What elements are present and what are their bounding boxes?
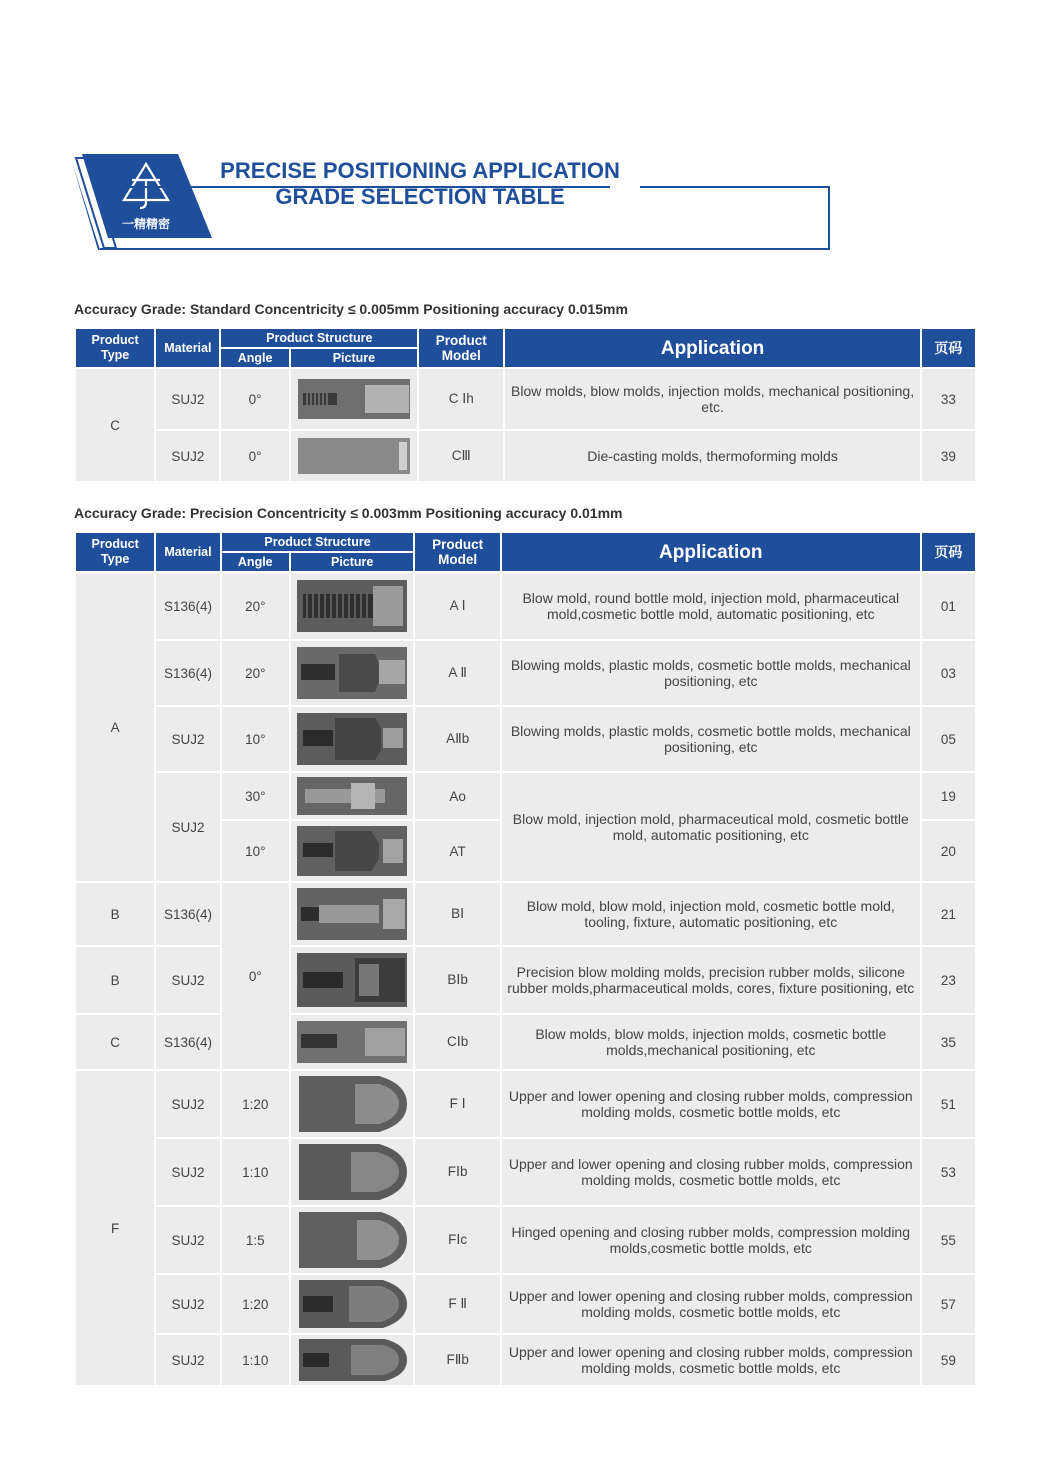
page-number: 57: [922, 1275, 975, 1333]
table-row: [76, 1139, 975, 1205]
product-type: C: [76, 369, 154, 481]
material: SUJ2: [156, 707, 219, 771]
col-picture: Picture: [291, 349, 417, 367]
col-page: 页码: [922, 533, 975, 571]
angle: 10°: [222, 821, 289, 881]
material: SUJ2: [156, 947, 219, 1013]
page-number: 33: [922, 369, 975, 429]
material: SUJ2: [156, 431, 219, 481]
material: SUJ2: [156, 773, 219, 881]
application: Blow mold, blow mold, injection mold, cosmetic bottle mold, tooling, fixture, automatic positioning, etc: [502, 883, 920, 945]
product-model: FⅠc: [415, 1207, 499, 1273]
col-angle: Angle: [221, 349, 288, 367]
material: S136(4): [156, 1015, 219, 1069]
product-type: C: [76, 1015, 154, 1069]
picture: [291, 1335, 414, 1385]
part-picture: [295, 1018, 409, 1066]
table-row: [76, 1275, 975, 1333]
angle: 0°: [221, 369, 288, 429]
page-number: 35: [922, 1015, 975, 1069]
col-application: Application: [502, 533, 920, 571]
precision-grade-table: [74, 531, 977, 1387]
table-row: [76, 1015, 975, 1069]
page-number: 20: [922, 821, 975, 881]
product-type: A: [76, 573, 154, 881]
angle: 1:20: [222, 1071, 289, 1137]
picture: [291, 641, 414, 705]
product-model: C Ⅰh: [419, 369, 503, 429]
angle: 30°: [222, 773, 289, 819]
part-picture: [295, 1278, 409, 1330]
application: Precision blow molding molds, precision rubber molds, silicone rubber molds,pharmaceutical molds, cores, fixture positioning, etc: [502, 947, 920, 1013]
page-number: 05: [922, 707, 975, 771]
application: Blow molds, blow molds, injection molds, cosmetic bottle molds,mechanical positioning, etc: [502, 1015, 920, 1069]
page-title: PRECISE POSITIONING APPLICATION GRADE SELECTION TABLE: [220, 158, 620, 209]
product-model: AⅡb: [415, 707, 499, 771]
section1-caption: Accuracy Grade: Standard Concentricity ≤ 0.005mm Positioning accuracy 0.015mm: [74, 301, 628, 317]
table-row: [76, 641, 975, 705]
page-number: 59: [922, 1335, 975, 1385]
angle: 1:20: [222, 1275, 289, 1333]
picture: [291, 369, 417, 429]
standard-grade-table: [74, 327, 977, 483]
col-product-structure: Product Structure: [221, 329, 417, 347]
page-number: 39: [922, 431, 975, 481]
col-angle: Angle: [222, 553, 289, 571]
col-picture: Picture: [291, 553, 414, 571]
table-row: [76, 573, 975, 639]
angle: 1:10: [222, 1335, 289, 1385]
col-product-type: Product Type: [76, 533, 154, 571]
part-picture: [295, 710, 409, 768]
picture: [291, 707, 414, 771]
picture: [291, 1015, 414, 1069]
col-product-structure: Product Structure: [222, 533, 414, 551]
col-product-type: Product Type: [76, 329, 154, 367]
application: Die-casting molds, thermoforming molds: [505, 431, 919, 481]
page-number: 23: [922, 947, 975, 1013]
picture: [291, 1207, 414, 1273]
page-number: 21: [922, 883, 975, 945]
material: SUJ2: [156, 1071, 219, 1137]
col-page: 页码: [922, 329, 975, 367]
table-row: [76, 947, 975, 1013]
application: Upper and lower opening and closing rubber molds, compression molding molds, cosmetic bottle molds, etc: [502, 1071, 920, 1137]
part-picture: [295, 434, 413, 478]
product-type: B: [76, 883, 154, 945]
table-row: [76, 1207, 975, 1273]
part-picture: [295, 823, 409, 879]
col-application: Application: [505, 329, 919, 367]
material: SUJ2: [156, 1139, 219, 1205]
product-model: FⅠb: [415, 1139, 499, 1205]
material: SUJ2: [156, 1207, 219, 1273]
part-picture: [295, 775, 409, 817]
page-number: 51: [922, 1071, 975, 1137]
part-picture: [295, 373, 413, 425]
col-product-model: Product Model: [415, 533, 499, 571]
application: Upper and lower opening and closing rubber molds, compression molding molds, cosmetic bottle molds, etc: [502, 1139, 920, 1205]
picture: [291, 573, 414, 639]
product-model: FⅡb: [415, 1335, 499, 1385]
part-picture: [295, 1074, 409, 1134]
material: SUJ2: [156, 1275, 219, 1333]
application: Blow mold, injection mold, pharmaceutical mold, cosmetic bottle mold, automatic positioning, etc: [502, 773, 920, 881]
product-model: F Ⅰ: [415, 1071, 499, 1137]
angle: 0°: [221, 431, 288, 481]
table-row: [76, 773, 975, 819]
angle: 0°: [222, 883, 289, 1069]
material: S136(4): [156, 573, 219, 639]
part-picture: [295, 885, 409, 943]
picture: [291, 431, 417, 481]
product-model: A Ⅰ: [415, 573, 499, 639]
application: Blow molds, blow molds, injection molds, mechanical positioning, etc.: [505, 369, 919, 429]
angle: 10°: [222, 707, 289, 771]
logo-text: 一精精密: [121, 217, 171, 231]
table-row: [76, 369, 975, 429]
picture: [291, 1275, 414, 1333]
product-type: B: [76, 947, 154, 1013]
product-model: CⅠb: [415, 1015, 499, 1069]
col-material: Material: [156, 533, 219, 571]
table-row: [76, 431, 975, 481]
angle: 1:5: [222, 1207, 289, 1273]
section2-caption: Accuracy Grade: Precision Concentricity ≤ 0.003mm Positioning accuracy 0.01mm: [74, 505, 623, 521]
application: Upper and lower opening and closing rubber molds, compression molding molds, cosmetic bottle molds, etc: [502, 1275, 920, 1333]
application: Blow mold, round bottle mold, injection mold, pharmaceutical mold,cosmetic bottle mold, automatic positioning, etc: [502, 573, 920, 639]
part-picture: [295, 1337, 409, 1383]
table-row: [76, 883, 975, 945]
application: Upper and lower opening and closing rubber molds, compression molding molds, cosmetic bottle molds, etc: [502, 1335, 920, 1385]
part-picture: [295, 1210, 409, 1270]
product-model: Ao: [415, 773, 499, 819]
picture: [291, 883, 414, 945]
part-picture: [295, 644, 409, 702]
part-picture: [295, 950, 409, 1010]
product-type: F: [76, 1071, 154, 1385]
picture: [291, 947, 414, 1013]
picture: [291, 1139, 414, 1205]
table-row: [76, 1071, 975, 1137]
material: SUJ2: [156, 1335, 219, 1385]
page-number: 03: [922, 641, 975, 705]
picture: [291, 1071, 414, 1137]
picture: [291, 821, 414, 881]
page-number: 53: [922, 1139, 975, 1205]
application: Hinged opening and closing rubber molds, compression molding molds,cosmetic bottle molds, etc: [502, 1207, 920, 1273]
col-product-model: Product Model: [419, 329, 503, 367]
table-row: [76, 707, 975, 771]
material: S136(4): [156, 641, 219, 705]
product-model: BⅠb: [415, 947, 499, 1013]
material: SUJ2: [156, 369, 219, 429]
picture: [291, 773, 414, 819]
col-material: Material: [156, 329, 219, 367]
product-model: BⅠ: [415, 883, 499, 945]
page-number: 01: [922, 573, 975, 639]
application: Blowing molds, plastic molds, cosmetic bottle molds, mechanical positioning, etc: [502, 641, 920, 705]
part-picture: [295, 576, 409, 636]
angle: 1:10: [222, 1139, 289, 1205]
product-model: F Ⅱ: [415, 1275, 499, 1333]
part-picture: [295, 1142, 409, 1202]
application: Blowing molds, plastic molds, cosmetic bottle molds, mechanical positioning, etc: [502, 707, 920, 771]
angle: 20°: [222, 641, 289, 705]
table-row: [76, 1335, 975, 1385]
page-number: 19: [922, 773, 975, 819]
page-number: 55: [922, 1207, 975, 1273]
product-model: CⅢ: [419, 431, 503, 481]
angle: 20°: [222, 573, 289, 639]
product-model: A Ⅱ: [415, 641, 499, 705]
material: S136(4): [156, 883, 219, 945]
product-model: AT: [415, 821, 499, 881]
